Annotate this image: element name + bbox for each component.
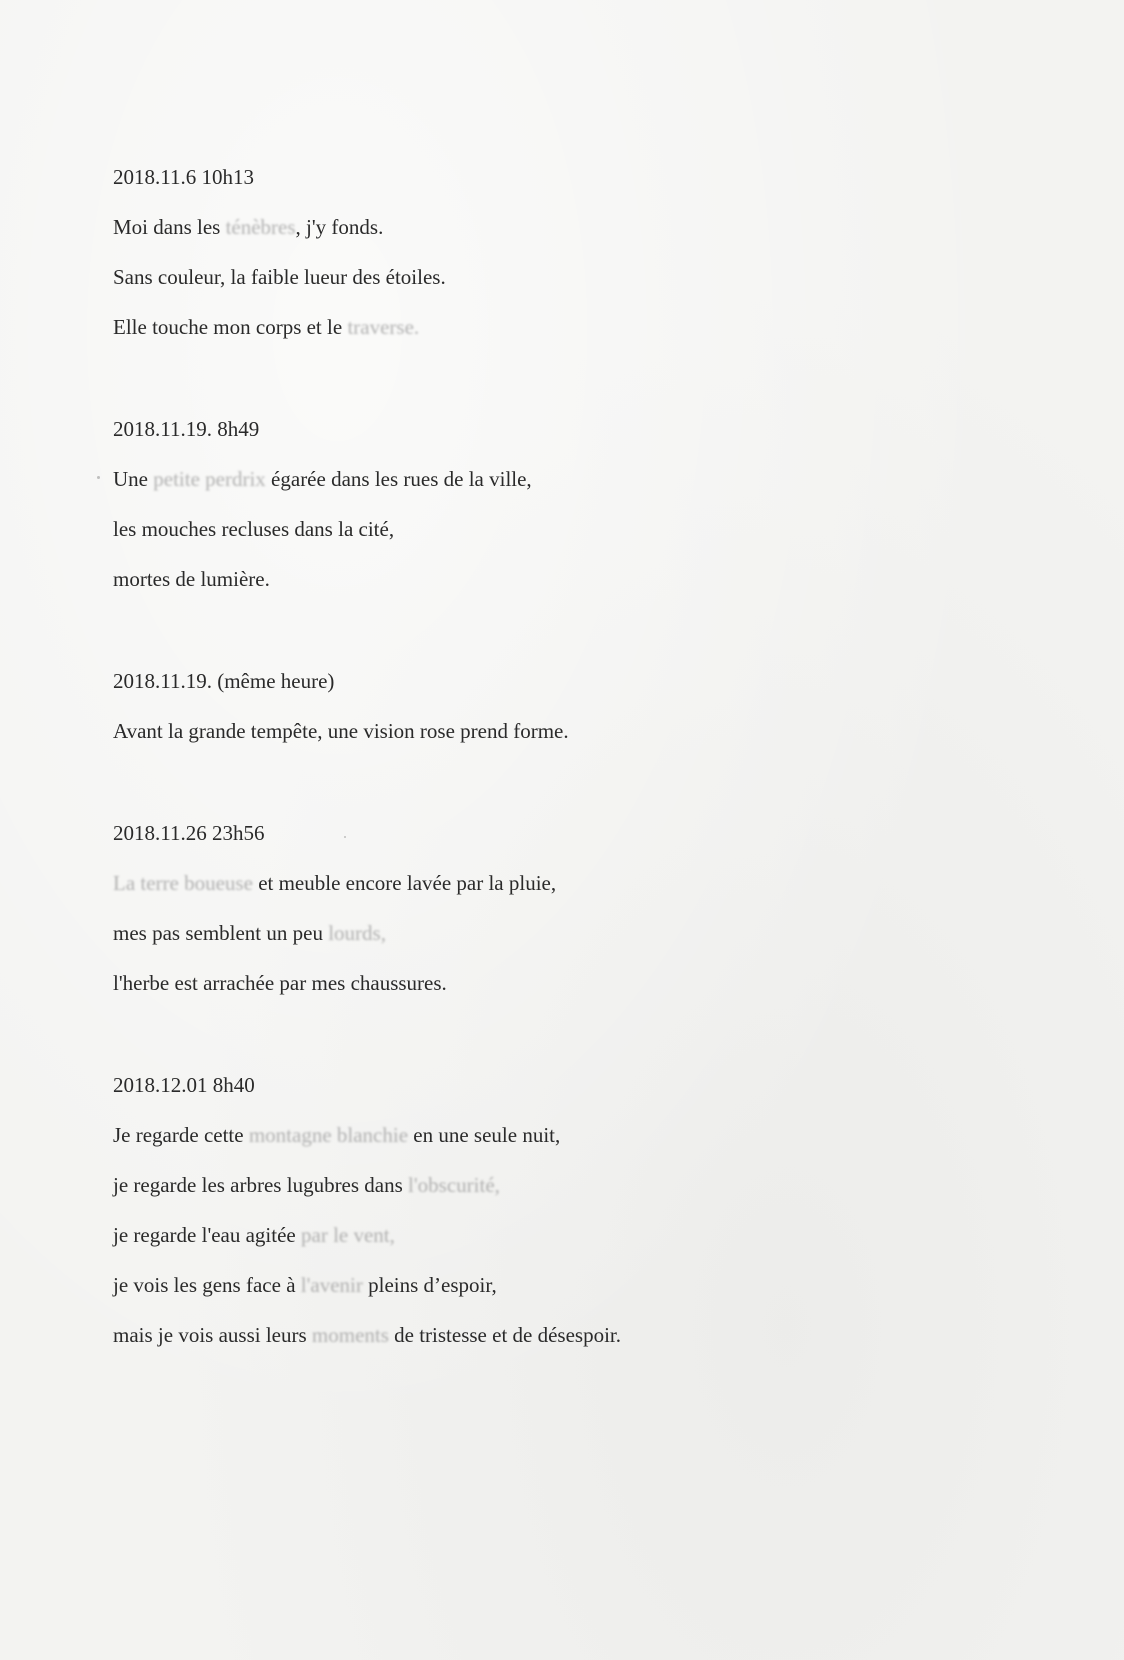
- entry-line: La terre boueuse et meuble encore lavée par la pluie,: [113, 871, 557, 895]
- journal-entry: [113, 404, 1013, 604]
- entry-line: je vois les gens face à l'avenir pleins d’espoir,: [113, 1273, 497, 1297]
- entry-line: mes pas semblent un peu lourds,: [113, 921, 386, 945]
- entry-line: je regarde l'eau agitée par le vent,: [113, 1223, 395, 1247]
- entry-line: Avant la grande tempête, une vision rose prend forme.: [113, 719, 569, 743]
- entry-date: 2018.11.19. (même heure): [113, 669, 335, 693]
- journal-entry: [113, 1060, 1013, 1360]
- entry-date: 2018.11.19. 8h49: [113, 417, 260, 441]
- entry-date: 2018.11.6 10h13: [113, 165, 254, 189]
- entry-line: Je regarde cette montagne blanchie en une seule nuit,: [113, 1123, 561, 1147]
- entry-date: 2018.12.01 8h40: [113, 1073, 255, 1097]
- entry-line: je regarde les arbres lugubres dans l'obscurité,: [113, 1173, 500, 1197]
- entry-line: Moi dans les ténèbres, j'y fonds.: [113, 215, 384, 239]
- journal-entry: [113, 656, 1013, 756]
- paper-speck: [97, 476, 100, 479]
- entry-line: Sans couleur, la faible lueur des étoiles.: [113, 265, 446, 289]
- entry-line: mais je vois aussi leurs moments de tristesse et de désespoir.: [113, 1323, 622, 1347]
- entry-line: mortes de lumière.: [113, 567, 270, 591]
- journal-entry: [113, 808, 1013, 1008]
- entry-line: l'herbe est arrachée par mes chaussures.: [113, 971, 447, 995]
- entry-date: 2018.11.26 23h56: [113, 821, 265, 845]
- entry-line: Elle touche mon corps et le traverse.: [113, 315, 420, 339]
- entry-line: les mouches recluses dans la cité,: [113, 517, 395, 541]
- journal-text: [113, 152, 1013, 1360]
- journal-entry: [113, 152, 1013, 352]
- entry-line: Une petite perdrix égarée dans les rues de la ville,: [113, 467, 532, 491]
